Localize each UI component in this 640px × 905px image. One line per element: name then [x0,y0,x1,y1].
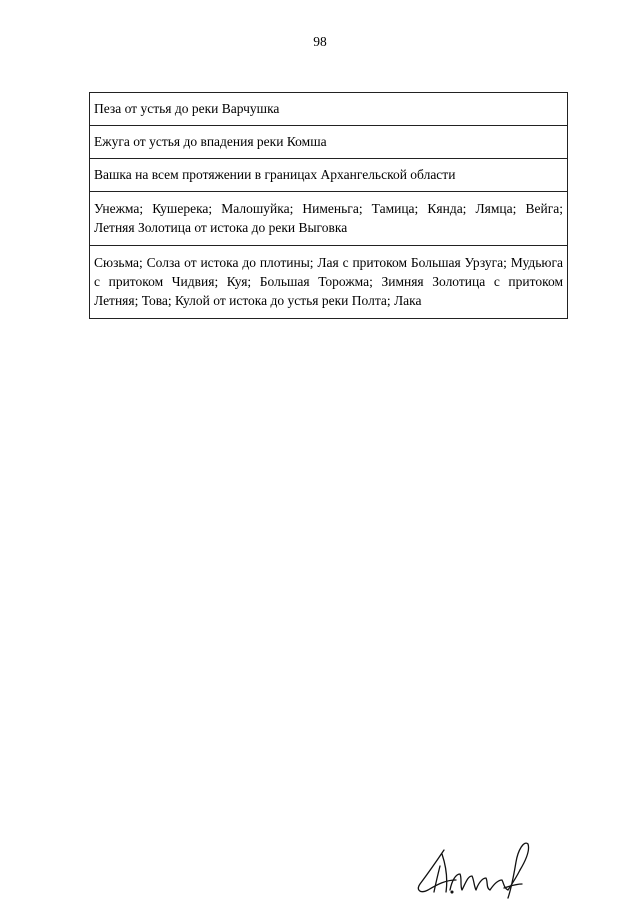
table-row [90,93,568,126]
table-cell: Унежма; Кушерека; Малошуйка; Нименьга; Тамица; Кянда; Лямца; Вейга; Летняя Золотица от истока до реки Выговка [90,192,568,246]
table-cell: Ежуга от устья до впадения реки Комша [90,126,568,159]
table-cell: Сюзьма; Солза от истока до плотины; Лая с притоком Большая Урзуга; Мудьюга с притоком Чидвия; Куя; Большая Торожма; Зимняя Золотица с притоком Летняя; Това; Кулой от истока до устья реки Полта; Лака [90,246,568,319]
table-row [90,246,568,319]
table-cell: Вашка на всем протяжении в границах Архангельской области [90,159,568,192]
table-row [90,192,568,246]
page-number: 98 [313,34,327,49]
table-row [90,159,568,192]
signature-icon [412,840,542,902]
rivers-table [89,92,568,319]
table-row [90,126,568,159]
table-cell: Пеза от устья до реки Варчушка [90,93,568,126]
